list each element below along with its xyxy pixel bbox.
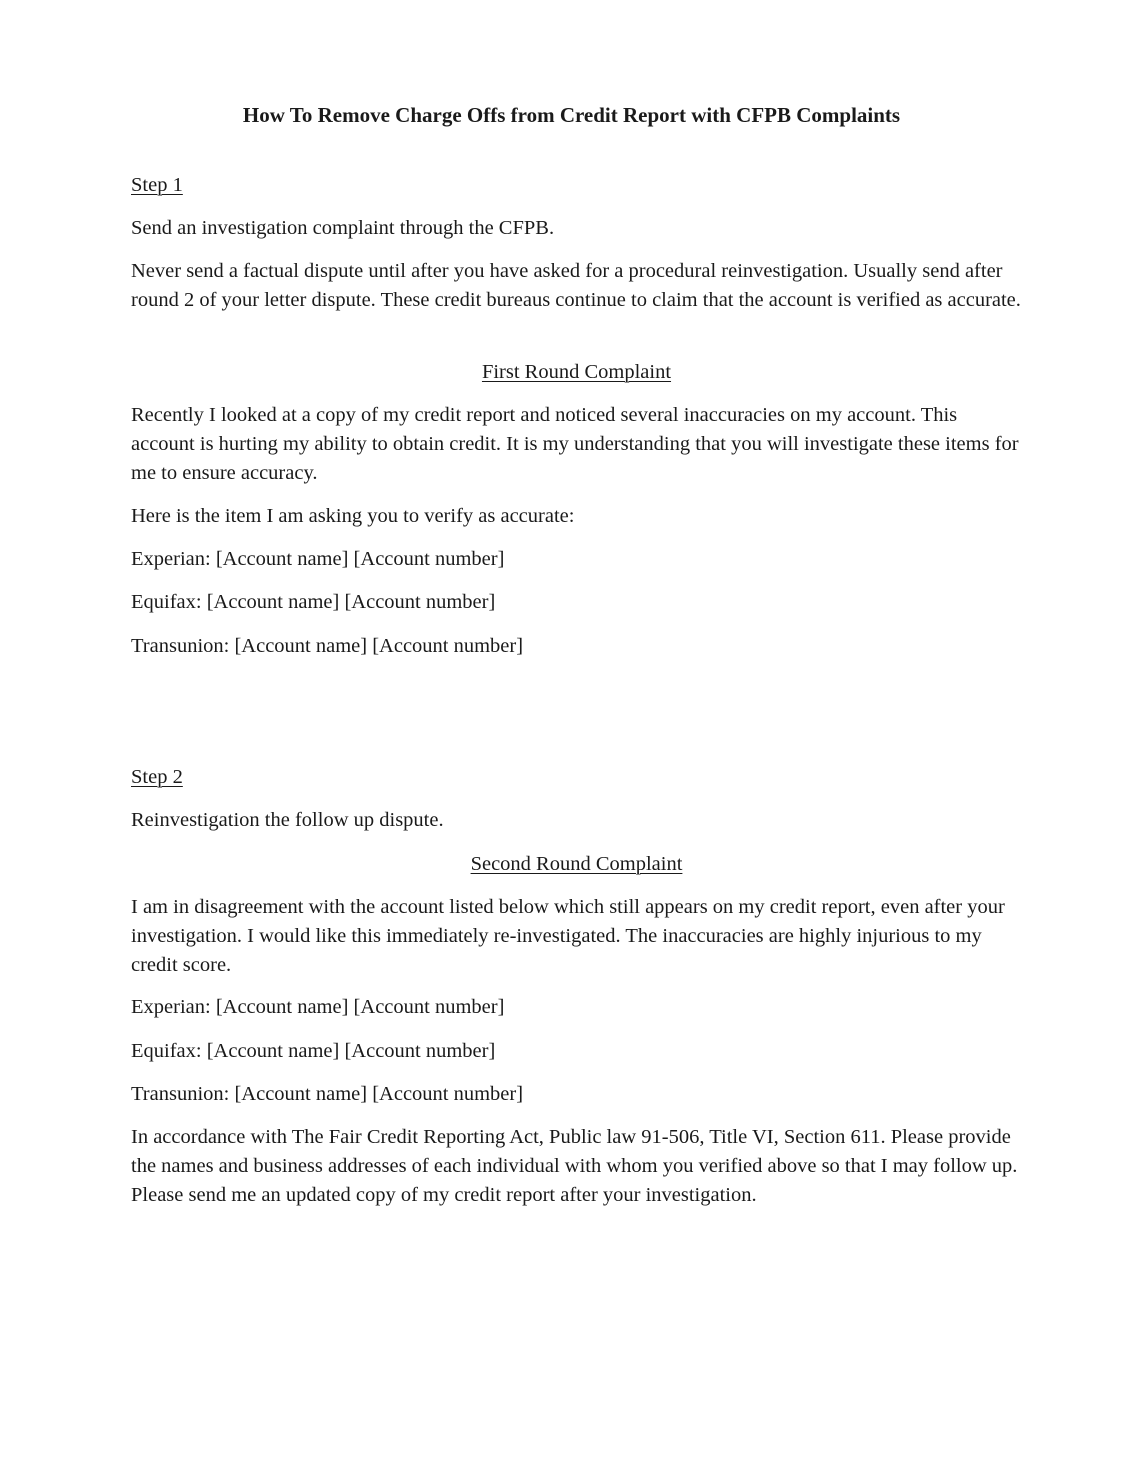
first-round-request: Here is the item I am asking you to verify as accurate: <box>131 505 575 527</box>
page-title: How To Remove Charge Offs from Credit Report with CFPB Complaints <box>242 103 901 127</box>
second-round-equifax-line: Equifax: [Account name] [Account number] <box>131 1040 496 1062</box>
second-round-closing: In accordance with The Fair Credit Reporting Act, Public law 91-506, Title VI, Section 611. Please provide the names and business addresses of each individual with whom you verified above so that I may follow up. Please send me an updated copy of my credit report after your investigation. <box>131 1126 1018 1206</box>
second-round-transunion-line: Transunion: [Account name] [Account number] <box>131 1083 524 1105</box>
first-round-transunion-line: Transunion: [Account name] [Account number] <box>131 635 524 657</box>
step-2-heading: Step 2 <box>131 766 183 788</box>
second-round-complaint-heading: Second Round Complaint <box>470 853 683 875</box>
first-round-experian-line: Experian: [Account name] [Account number] <box>131 548 505 570</box>
first-round-complaint-body: Recently I looked at a copy of my credit report and noticed several inaccuracies on my account. This account is hurting my ability to obtain credit. It is my understanding that you will investigate these items for me to ensure accuracy. <box>131 404 1019 484</box>
step-1-heading: Step 1 <box>131 174 183 196</box>
step-1-instruction: Send an investigation complaint through the CFPB. <box>131 217 555 239</box>
first-round-equifax-line: Equifax: [Account name] [Account number] <box>131 591 496 613</box>
second-round-experian-line: Experian: [Account name] [Account number] <box>131 996 505 1018</box>
first-round-complaint-heading: First Round Complaint <box>481 361 672 383</box>
step-2-instruction: Reinvestigation the follow up dispute. <box>131 809 444 831</box>
second-round-complaint-body: I am in disagreement with the account listed below which still appears on my credit report, even after your investigation. I would like this immediately re-investigated. The inaccuracies are highly injurious to my credit score. <box>131 896 1005 976</box>
step-1-note: Never send a factual dispute until after you have asked for a procedural reinvestigation. Usually send after round 2 of your letter dispute. These credit bureaus continue to claim that the account is verified as accurate. <box>131 260 1021 311</box>
